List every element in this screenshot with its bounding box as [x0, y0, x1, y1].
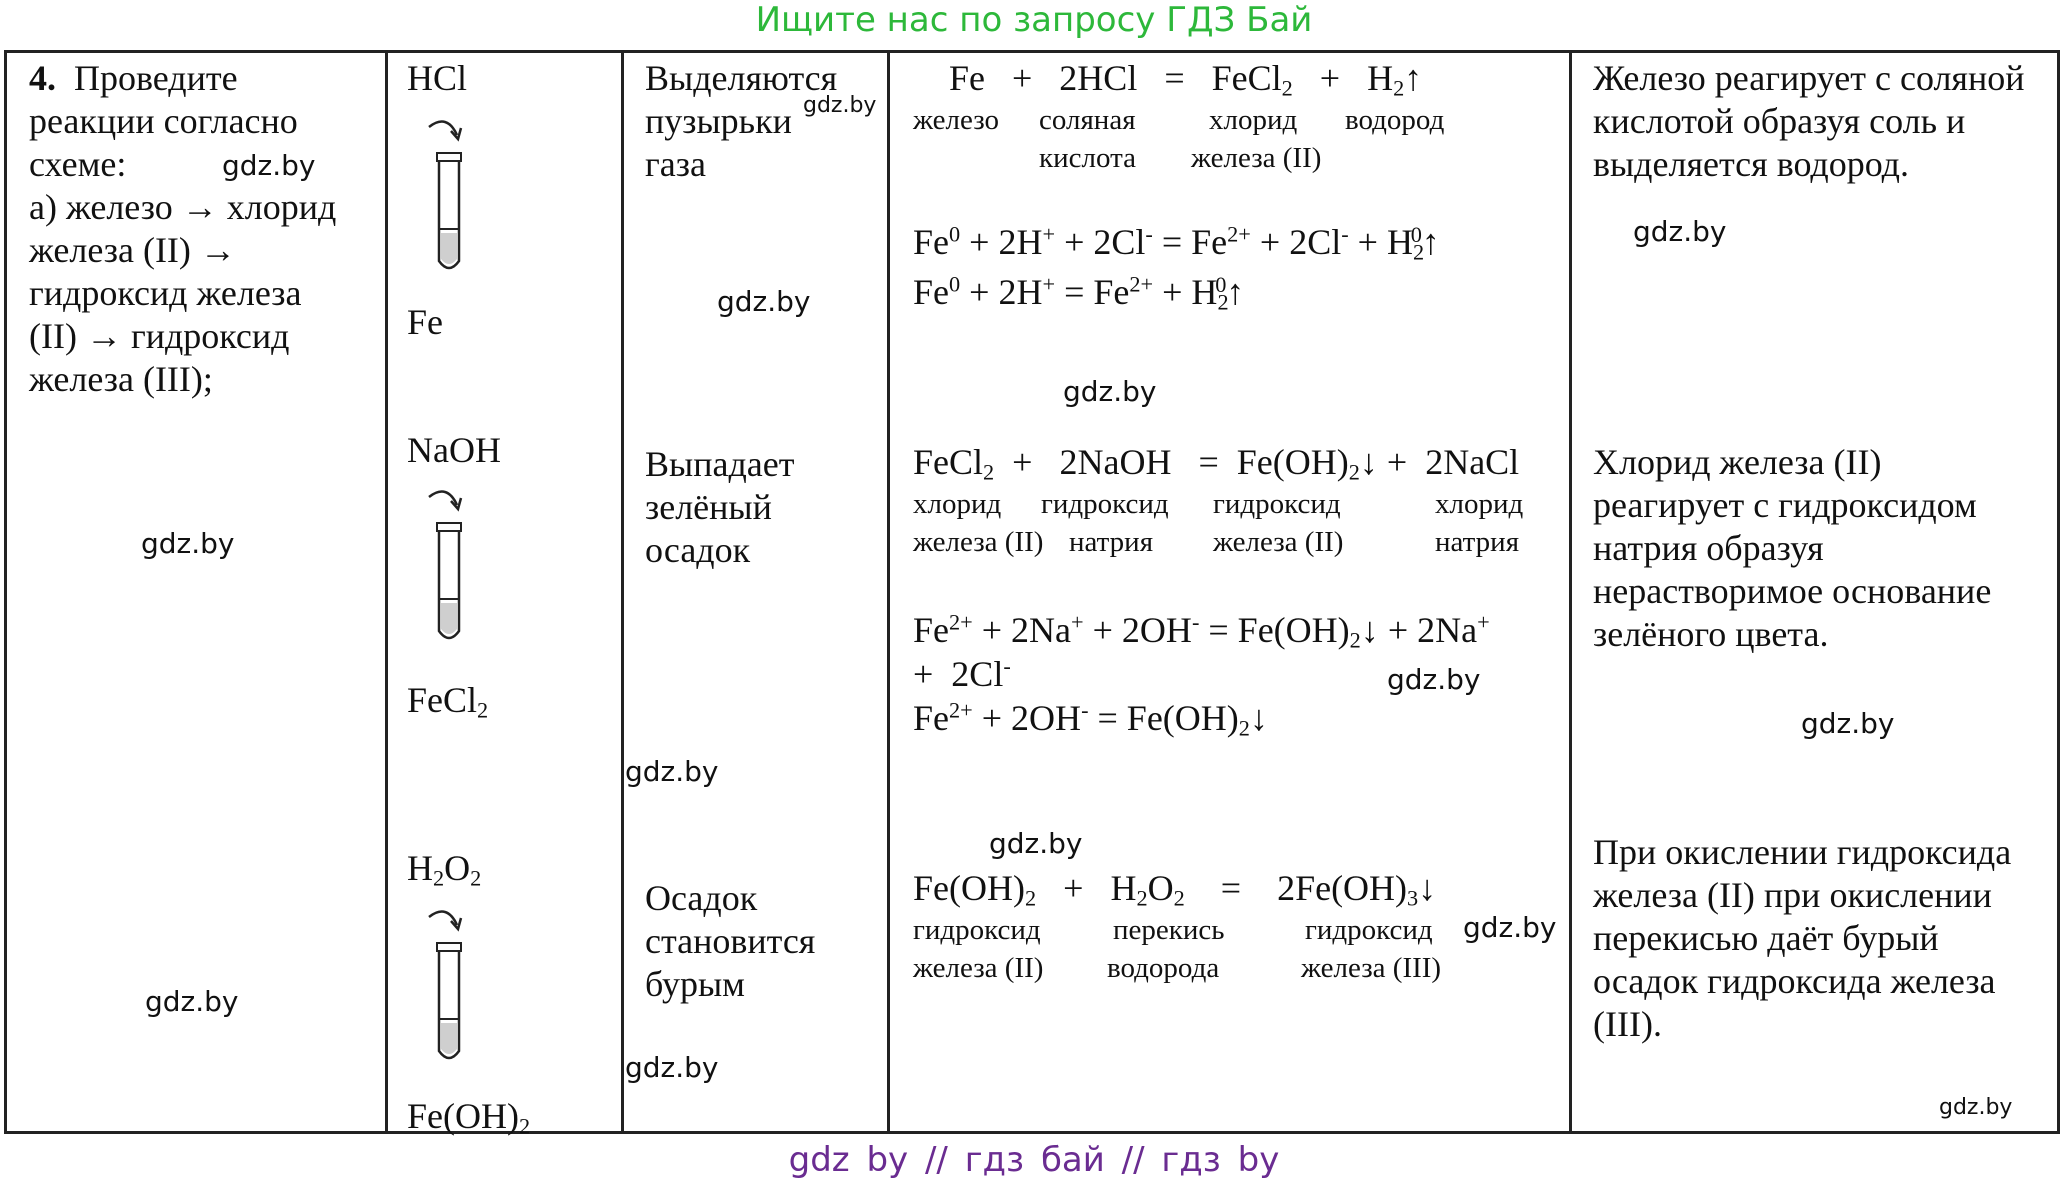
equation-2-names: [913, 485, 1553, 565]
equation-2-ionic-full: $Fe^{2+} + 2Na^+ + 2OH^-$ = $Fe(OH)_2↓ + 2Na^+$: [913, 609, 1490, 653]
equation-1-names: [913, 101, 1533, 181]
conclusion-line: перекисью даёт бурый: [1593, 918, 1939, 958]
conclusion-line: При окислении гидроксида: [1593, 832, 2012, 872]
substance-name: соляная: [1039, 104, 1136, 136]
conclusion-line: зелёного цвета.: [1593, 614, 1829, 654]
observation-line: бурым: [645, 964, 745, 1004]
column-divider: [1569, 53, 1572, 1131]
substance-name: кислота: [1039, 142, 1136, 174]
observation-2: [645, 443, 885, 572]
observation-line: осадок: [645, 530, 751, 570]
watermark: gdz.by: [717, 285, 811, 318]
substance-name: хлорид: [913, 488, 1002, 520]
column-divider: [621, 53, 624, 1131]
substance-name: гидроксид: [1041, 488, 1169, 520]
substance-name: гидроксид: [1213, 488, 1341, 520]
equation-3-molecular: $Fe(OH)_2 + H_2O_2$ = $2Fe(OH)_3↓$: [913, 868, 1437, 911]
watermark: gdz.by: [145, 985, 239, 1018]
substance-name: перекись: [1113, 914, 1225, 946]
substance-name: железо: [913, 104, 1000, 136]
task-line: (II) → гидроксид: [29, 316, 290, 356]
conclusion-line: нерастворимое основание: [1593, 571, 1992, 611]
observation-line: Осадок: [645, 878, 758, 918]
task-line: Проведите: [74, 58, 238, 98]
footer-text: gdz by // гдз бай // гдз by: [788, 1140, 1280, 1180]
task-line: железа (III);: [29, 359, 213, 399]
observation-line: газа: [645, 144, 706, 184]
conclusion-line: выделяется водород.: [1593, 144, 1910, 184]
reagent-naoh: NaOH: [407, 430, 501, 470]
conclusion-line: натрия образуя: [1593, 528, 1824, 568]
conclusion-line: кислотой образуя соль и: [1593, 101, 1966, 141]
observation-line: Выделяются: [645, 58, 838, 98]
task-number: 4.: [29, 58, 56, 98]
substance-name: хлорид: [1435, 488, 1524, 520]
substance-name: гидроксид: [913, 914, 1041, 946]
substance-name: железа (II): [1191, 142, 1322, 174]
task-line: гидроксид железа: [29, 273, 302, 313]
formula-part: H: [407, 848, 433, 888]
formula-subscript: 2: [470, 865, 482, 891]
substance-name: железа (II): [913, 952, 1044, 984]
reaction-table: [4, 50, 2060, 1139]
equation-3-names: [913, 911, 1473, 991]
task-line: железа (II) →: [29, 230, 236, 270]
column-divider: [385, 53, 388, 1131]
conclusion-line: (III).: [1593, 1004, 1662, 1044]
formula-part: FeCl: [407, 680, 478, 720]
column-divider: [887, 53, 890, 1131]
watermark: gdz.by: [222, 149, 316, 182]
observation-line: Выпадает: [645, 444, 795, 484]
task-line: реакции согласно: [29, 101, 298, 141]
reagent-fe: Fe: [407, 302, 443, 342]
observation-1: [645, 57, 885, 186]
conclusion-2: [1593, 441, 2063, 656]
task-line: а) железо → хлорид: [29, 187, 337, 227]
test-tube-icon: [417, 901, 477, 1071]
formula-subscript: 2: [477, 697, 489, 723]
banner-text: Ищите нас по запросу ГДЗ Бай: [755, 0, 1313, 40]
watermark: gdz.by: [1387, 663, 1481, 696]
substance-name: железа (III): [1301, 952, 1442, 984]
substance-name: хлорид: [1209, 104, 1298, 136]
equation-2-ionic-full-cont: + 2Cl-: [913, 653, 1011, 694]
conclusion-3: [1593, 831, 2063, 1046]
watermark: gdz.by: [1801, 707, 1895, 740]
reagent-h2o2: [407, 847, 481, 889]
substance-name: водород: [1345, 104, 1445, 136]
watermark: gdz.by: [141, 527, 235, 560]
formula-subscript: 2: [518, 1113, 531, 1139]
conclusion-line: Хлорид железа (II): [1593, 442, 1882, 482]
observation-line: пузырьки: [645, 101, 792, 141]
watermark: gdz.by: [1463, 911, 1557, 944]
reagent-feoh2: [407, 1095, 530, 1137]
equation-1-ionic-short: $Fe^0 + 2H^+ = Fe^{2+}$ + $H_2^0↑$: [913, 271, 1245, 315]
formula-part: O: [444, 848, 471, 888]
conclusion-line: реагирует с гидроксидом: [1593, 485, 1977, 525]
equation-1-ionic-full: $Fe^0 + 2H^+ + 2Cl^- = Fe^{2+} + 2Cl^-$ + $H_2^0↑$: [913, 221, 1440, 265]
test-tube-icon: [417, 111, 477, 281]
substance-name: железа (II): [1213, 526, 1344, 558]
substance-name: гидроксид: [1305, 914, 1433, 946]
watermark: gdz.by: [1633, 215, 1727, 248]
formula-part: Fe(OH): [407, 1096, 519, 1136]
equation-2-ionic-short: $Fe^{2+} + 2OH^-$ = $Fe(OH)_2↓$: [913, 697, 1268, 741]
watermark: gdz.by: [625, 755, 719, 788]
watermark: gdz.by: [1939, 1095, 2013, 1120]
watermark: gdz.by: [1063, 375, 1157, 408]
substance-name: натрия: [1435, 526, 1520, 558]
formula-subscript: 2: [433, 865, 445, 891]
reagent-fecl2: [407, 679, 488, 721]
watermark: gdz.by: [989, 827, 1083, 860]
substance-name: железа (II): [913, 526, 1044, 558]
substance-name: водорода: [1107, 952, 1220, 984]
conclusion-line: осадок гидроксида железа: [1593, 961, 1996, 1001]
task-line: схеме:: [29, 144, 127, 184]
conclusion-line: Железо реагирует с соляной: [1593, 58, 2025, 98]
conclusion-1: [1593, 57, 2063, 186]
watermark: gdz.by: [625, 1051, 719, 1084]
watermark: gdz.by: [803, 93, 877, 118]
reagent-hcl: HCl: [407, 58, 468, 98]
test-tube-icon: [417, 481, 477, 651]
conclusion-line: железа (II) при окислении: [1593, 875, 1992, 915]
equation-2-molecular: FeCl$_2$ + 2NaOH = $Fe(OH)_2↓$ + 2NaCl: [913, 442, 1520, 485]
substance-name: натрия: [1069, 526, 1154, 558]
equation-1-molecular: Fe + 2HCl = FeCl$_2$ + $H_2↑$: [949, 58, 1423, 101]
observation-line: становится: [645, 921, 816, 961]
task-text: [29, 57, 379, 401]
observation-line: зелёный: [645, 487, 772, 527]
observation-3: [645, 877, 885, 1006]
